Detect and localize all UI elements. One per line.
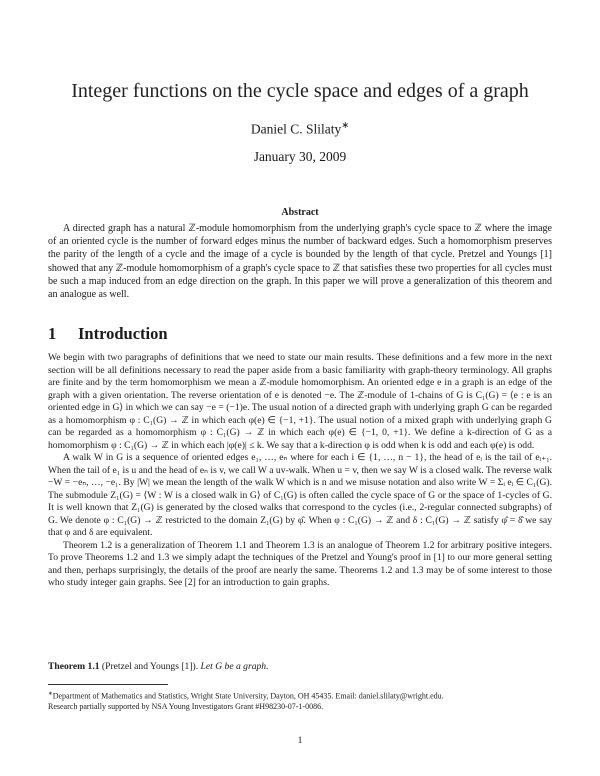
author-line <box>0 120 600 138</box>
theorem-attribution: (Pretzel and Youngs [1]). <box>101 661 199 672</box>
paper-date: January 30, 2009 <box>253 149 347 164</box>
theorem-statement: Let G be a graph. <box>200 661 269 672</box>
section-number: 1 <box>48 324 57 343</box>
footnote-rule <box>48 684 168 685</box>
intro-paragraph-1: We begin with two paragraphs of definitions that we need to state our main results. These definitions and a few more in the next section will be all definitions necessary to read the paper aside from a basic familiarity with graph-theory terminology. All graphs are finite and by the term homomorphism we mean a ℤ-module homomorphism. An oriented edge e in a graph is an edge of the graph with a given orientation. The reverse orientation of e is denoted −e. The ℤ-module of 1-chains of G is C₁(G) = ⟨e : e is an oriented edge in G⟩ in which we can say −e = (−1)e. The usual notion of a directed graph with underlying graph G can be regarded as a homomorphism φ : C₁(G) → ℤ in which each φ(e) ∈ {−1, +1}. The usual notion of a mixed graph with underlying graph G can be regarded as a homomorphism φ : C₁(G) → ℤ in which each φ(e) ∈ {−1, 0, +1}. We define a k-direction of G as a homomorphism φ : C₁(G) → ℤ in which each |φ(e)| ≤ k. We say that a k-direction φ is odd when k is odd and each φ(e) is odd. <box>48 352 552 451</box>
author-footnote-mark[interactable]: ∗ <box>341 121 350 131</box>
introduction-text <box>48 352 552 590</box>
footnote-line-1 <box>48 689 552 702</box>
section-title: Introduction <box>78 324 168 343</box>
intro-paragraph-3: Theorem 1.2 is a generalization of Theorem 1.1 and Theorem 1.3 is an analogue of Theorem 1.2 for arbitrary positive integers. To prove Theorems 1.2 and 1.3 we simply adapt the techniques of the Pretzel and Young's proof in [1] to our more general setting and then, perhaps surprisingly, the details of the proof are nearly the same. Theorems 1.2 and 1.3 may be of some interest to those who study integer gain graphs. See [2] for an introduction to gain graphs. <box>48 539 552 588</box>
paper-title: Integer functions on the cycle space and edges of a graph <box>71 80 529 102</box>
footnote-line-2: Research partially supported by NSA Young Investigators Grant #H98230-07-1-0086. <box>48 702 324 712</box>
abstract-body: A directed graph has a natural ℤ-module homomorphism from the underlying graph's cycle space to ℤ where the image of an oriented cycle is the number of forward edges minus the number of backward edges. Such a homomorphism preserves the parity of the length of a cycle and the image of a cycle is bounded by the length of that cycle. Pretzel and Youngs [1] showed that any ℤ-module homomorphism of a graph's cycle space to ℤ that satisfies these two properties for all cycles must be such a map induced from an edge direction on the graph. In this paper we will prove a generalization of this theorem and an analogue as well. <box>48 223 552 301</box>
footnote <box>48 689 552 713</box>
intro-paragraph-2: A walk W in G is a sequence of oriented edges e₁, …, eₙ where for each i ∈ {1, …, n − 1}, the head of eᵢ is the tail of eᵢ₊₁. When the tail of e₁ is u and the head of eₙ is v, we call W a uv-walk. When u = v, then we say W is a closed walk. The reverse walk −W = −eₙ, …, −e₁. By |W| we mean the length of the walk W which is n and we misuse notation and also write W = Σᵢ eᵢ ∈ C₁(G). The submodule Z₁(G) = ⟨W : W is a closed walk in G⟩ of C₁(G) is often called the cycle space of G or the space of 1-cycles of G. It is well known that Z₁(G) is generated by the closed walks that correspond to the cycles (i.e., 2-regular connected subgraphs) of G. We denote φ : C₁(G) → ℤ restricted to the domain Z₁(G) by φ̂. When φ : C₁(G) → ℤ and δ : C₁(G) → ℤ satisfy φ̂ = δ̂ we say that φ and δ are equivalent. <box>48 452 552 538</box>
page-number: 1 <box>297 735 303 746</box>
footnote-mark: ∗ <box>48 691 53 697</box>
section-heading <box>48 324 168 344</box>
theorem-label: Theorem 1.1 <box>48 661 100 672</box>
theorem-1-1 <box>48 661 268 672</box>
author-name: Daniel C. Slilaty <box>250 121 342 137</box>
abstract-heading: Abstract <box>281 207 319 218</box>
footnote-affiliation: Department of Mathematics and Statistics, Wright State University, Dayton, OH 45435. Email: daniel.slilaty@wright.edu. <box>52 691 444 701</box>
